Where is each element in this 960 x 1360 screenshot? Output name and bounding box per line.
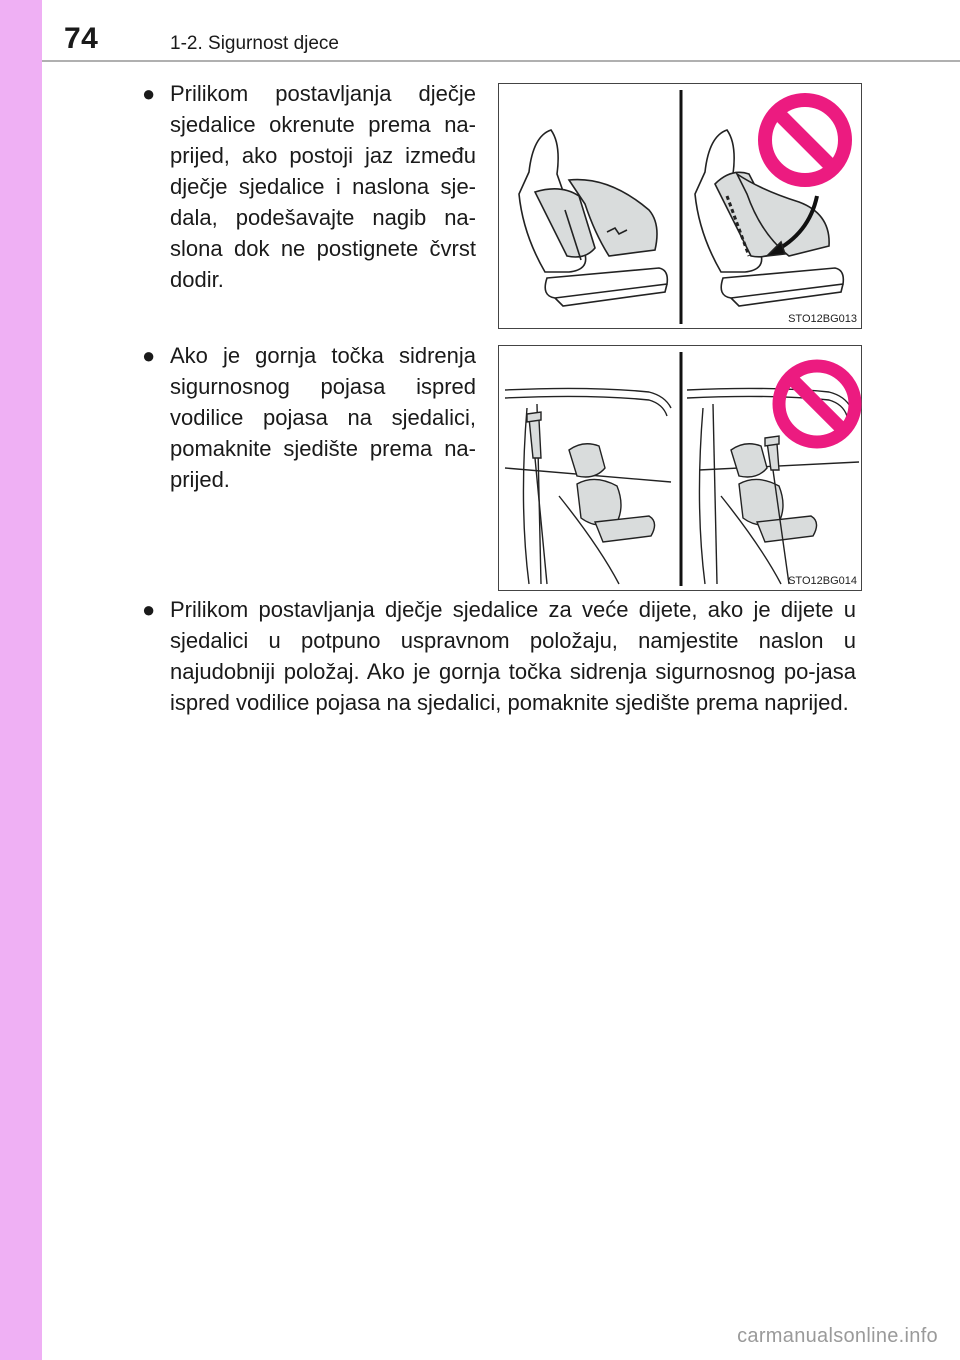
prohibited-icon xyxy=(779,366,855,442)
bullet-icon: ● xyxy=(142,81,156,106)
bullet-item xyxy=(142,78,476,295)
bullet-item xyxy=(142,340,476,495)
figure-seat-recline xyxy=(498,83,862,329)
figure-code: STO12BG013 xyxy=(788,313,857,325)
watermark: carmanualsonline.info xyxy=(737,1325,938,1347)
section-title: 1-2. Sigurnost djece xyxy=(170,33,339,54)
bullet-item xyxy=(142,594,856,718)
figure-code: STO12BG014 xyxy=(788,575,857,587)
side-tab xyxy=(0,0,42,1360)
figure-seat-position xyxy=(498,345,862,591)
bullet-text: Ako je gornja točka sidrenja sigurnosnog pojasa ispred vodilice pojasa na sjedalici, pomaknite sjedište prema na-prijed. xyxy=(170,343,476,492)
bullet-icon: ● xyxy=(142,343,156,368)
page-number: 74 xyxy=(64,22,99,55)
header-rule xyxy=(42,60,960,62)
seat-recline-illustration xyxy=(499,84,863,330)
bullet-icon: ● xyxy=(142,597,156,622)
bullet-text: Prilikom postavljanja dječje sjedalice za veće dijete, ako je dijete u sjedalici u potpuno uspravnom položaju, namjestite naslon u najudobniji položaj. Ako je gornja točka sidrenja sigurnosnog po-jasa ispred vodilice pojasa na sjedalici, pomaknite sjedište prema naprijed. xyxy=(170,597,856,715)
bullet-text: Prilikom postavljanja dječje sjedalice okrenute prema na-prijed, ako postoji jaz između dječje sjedalice i naslona sje-dala, podešavajte nagib na-slona dok ne postignete čvrst dodir. xyxy=(170,81,476,292)
seat-position-illustration xyxy=(499,346,863,592)
prohibited-icon xyxy=(765,100,845,180)
